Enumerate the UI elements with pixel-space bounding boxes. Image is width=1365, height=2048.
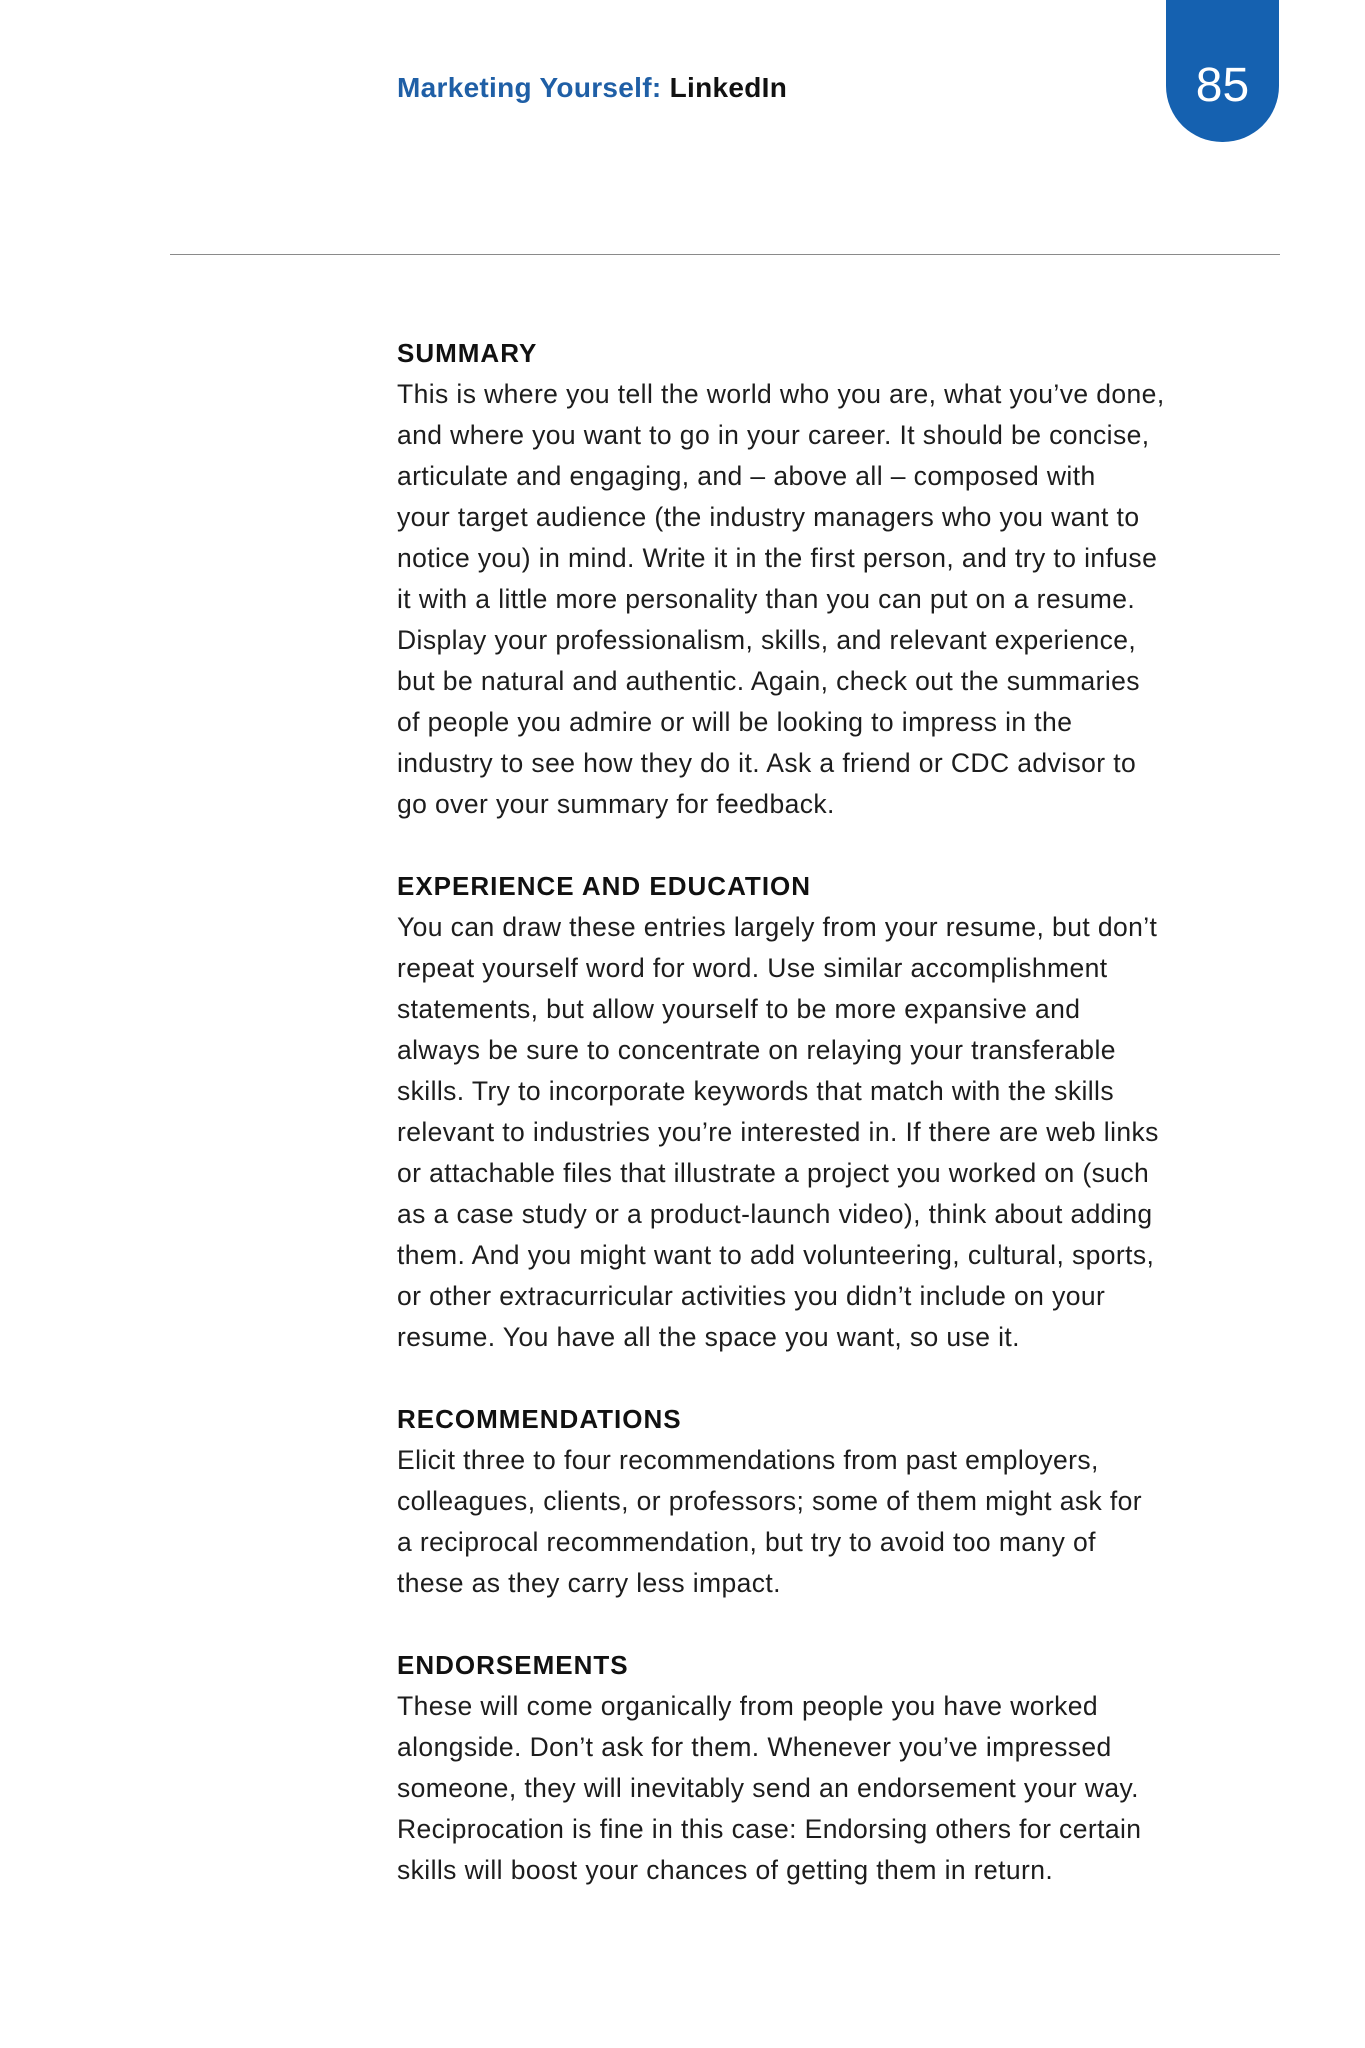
body-line: them. And you might want to add volunteering, cultural, sports, [397, 1240, 1155, 1270]
body-line: Display your professionalism, skills, and relevant experience, [397, 625, 1137, 655]
body-line: skills will boost your chances of getting them in return. [397, 1855, 1054, 1885]
body-line: These will come organically from people you have worked [397, 1691, 1099, 1721]
body-line: someone, they will inevitably send an endorsement your way. [397, 1773, 1139, 1803]
body-line: articulate and engaging, and – above all – composed with [397, 461, 1096, 491]
body-line: always be sure to concentrate on relaying your transferable [397, 1035, 1116, 1065]
page-number-tab [1166, 0, 1279, 142]
body-line: or attachable files that illustrate a project you worked on (such [397, 1158, 1150, 1188]
body-line: repeat yourself word for word. Use similar accomplishment [397, 953, 1108, 983]
body-line: your target audience (the industry managers who you want to [397, 502, 1140, 532]
body-line: go over your summary for feedback. [397, 789, 835, 819]
body-line: as a case study or a product-launch video), think about adding [397, 1199, 1153, 1229]
section-heading: ENDORSEMENTS [397, 1650, 629, 1680]
body-line: or other extracurricular activities you didn’t include on your [397, 1281, 1106, 1311]
body-line: This is where you tell the world who you are, what you’ve done, [397, 379, 1165, 409]
body-line: statements, but allow yourself to be more expansive and [397, 994, 1081, 1024]
body-line: relevant to industries you’re interested in. If there are web links [397, 1117, 1159, 1147]
running-header-section: Marketing Yourself: [397, 72, 662, 103]
body-line: You can draw these entries largely from your resume, but don’t [397, 912, 1158, 942]
section-summary [397, 333, 1287, 825]
body-line: alongside. Don’t ask for them. Whenever you’ve impressed [397, 1732, 1112, 1762]
body-line: resume. You have all the space you want, so use it. [397, 1322, 1020, 1352]
body-line: skills. Try to incorporate keywords that match with the skills [397, 1076, 1114, 1106]
body-line: Reciprocation is fine in this case: Endorsing others for certain [397, 1814, 1142, 1844]
section-heading: EXPERIENCE AND EDUCATION [397, 871, 812, 901]
body-line: notice you) in mind. Write it in the first person, and try to infuse [397, 543, 1158, 573]
page-number: 85 [1195, 59, 1250, 112]
running-header [397, 72, 787, 104]
body-line: but be natural and authentic. Again, check out the summaries [397, 666, 1140, 696]
body-line: industry to see how they do it. Ask a friend or CDC advisor to [397, 748, 1137, 778]
section-heading: SUMMARY [397, 338, 538, 368]
body-line: of people you admire or will be looking to impress in the [397, 707, 1073, 737]
body-line: Elicit three to four recommendations from past employers, [397, 1445, 1099, 1475]
section-heading: RECOMMENDATIONS [397, 1404, 682, 1434]
body-line: colleagues, clients, or professors; some of them might ask for [397, 1486, 1143, 1516]
section-endorsements [397, 1645, 1287, 1891]
section-experience-education [397, 866, 1287, 1358]
running-header-topic: LinkedIn [669, 72, 788, 103]
body-line: and where you want to go in your career. It should be concise, [397, 420, 1150, 450]
page-body [397, 333, 1287, 1932]
body-line: a reciprocal recommendation, but try to avoid too many of [397, 1527, 1096, 1557]
header-divider [170, 254, 1280, 255]
body-line: these as they carry less impact. [397, 1568, 781, 1598]
body-line: it with a little more personality than you can put on a resume. [397, 584, 1136, 614]
section-recommendations [397, 1399, 1287, 1604]
